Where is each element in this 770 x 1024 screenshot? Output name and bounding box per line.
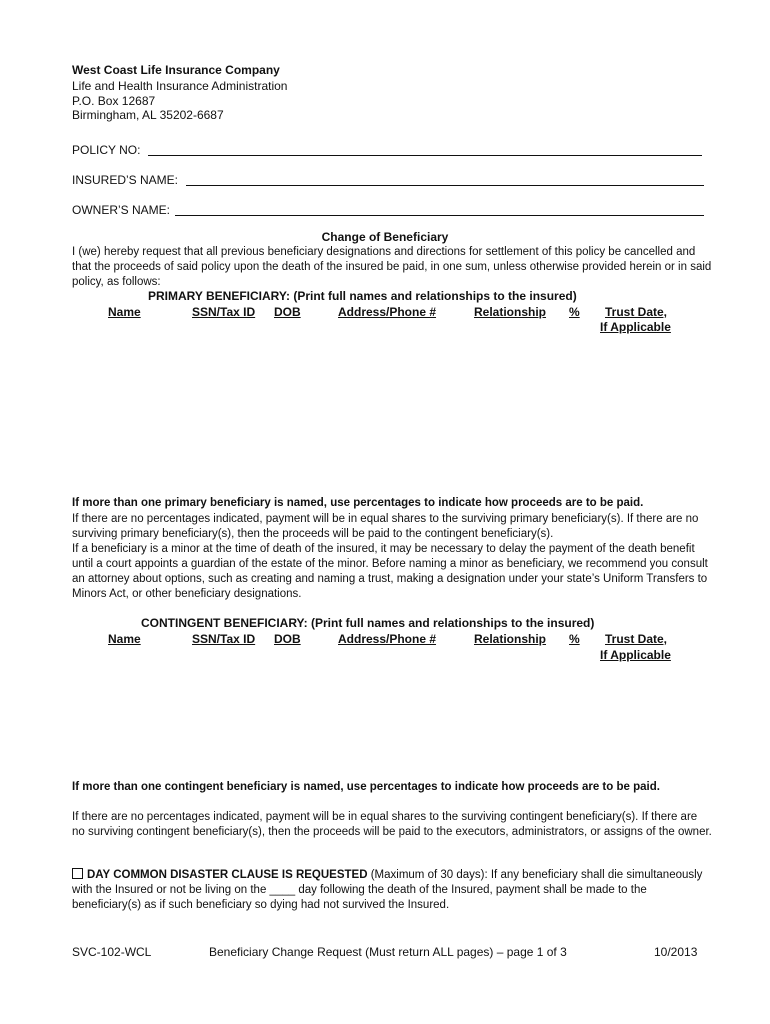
primary-heading: PRIMARY BENEFICIARY: (Print full names and relationships to the insured) [148, 289, 577, 303]
col-dob: DOB [274, 632, 301, 646]
col-relationship: Relationship [474, 632, 547, 646]
col-trust-date: Trust Date, [605, 305, 668, 319]
policy-no-label: POLICY NO: [72, 143, 141, 157]
company-name: West Coast Life Insurance Company [72, 63, 280, 77]
col-name: Name [108, 632, 141, 646]
primary-note-bold: If more than one primary beneficiary is named, use percentages to indicate how proceeds are to be paid. [72, 497, 644, 509]
col-trust-date: Trust Date, [605, 632, 668, 646]
contingent-note-bold: If more than one contingent beneficiary is named, use percentages to indicate how proceeds are to be paid. [72, 781, 660, 793]
col-name: Name [108, 305, 141, 319]
primary-entry-area[interactable] [72, 338, 712, 488]
col-ssn: SSN/Tax ID [192, 632, 256, 646]
insured-name-label: INSURED’S NAME: [72, 173, 179, 187]
disaster-text-b: day following the death of the Insured, payment shall be made to the beneficiary(s) as if such beneficiary so dying had not survived the Insured. [72, 884, 647, 911]
owner-name-field [72, 203, 170, 217]
col-relationship: Relationship [474, 305, 547, 319]
col-if-applicable: If Applicable [600, 648, 671, 662]
company-city: Birmingham, AL 35202-6687 [72, 108, 224, 122]
owner-name-label: OWNER’S NAME: [72, 203, 171, 217]
disaster-clause-title: DAY COMMON DISASTER CLAUSE IS REQUESTED [87, 869, 368, 881]
disaster-days-blank[interactable]: ____ [269, 884, 296, 896]
col-address: Address/Phone # [338, 632, 437, 646]
insured-name-field [72, 173, 178, 187]
contingent-heading: CONTINGENT BENEFICIARY: (Print full names and relationships to the insured) [141, 616, 595, 630]
col-percent: % [569, 305, 580, 319]
disaster-checkbox[interactable] [72, 868, 83, 879]
contingent-note-equal-shares: If there are no percentages indicated, payment will be in equal shares to the surviving contingent beneficiary(s). If there are no surviving contingent beneficiary(s), then the proceeds will be paid to the executors, administrators, or assigns of the owner. [72, 811, 712, 838]
col-percent: % [569, 632, 580, 646]
policy-no-input[interactable] [148, 155, 702, 156]
col-address: Address/Phone # [338, 305, 437, 319]
insured-name-input[interactable] [186, 185, 704, 186]
company-dept: Life and Health Insurance Administration [72, 79, 288, 93]
col-dob: DOB [274, 305, 301, 319]
disaster-text-a: (Maximum of 30 days): If any beneficiary shall die simultaneously with the Insured or not be living on the [72, 869, 703, 896]
company-po-box: P.O. Box 12687 [72, 94, 156, 108]
col-if-applicable: If Applicable [600, 320, 671, 334]
page-title: Change of Beneficiary [321, 230, 449, 244]
policy-no-field [72, 143, 140, 157]
owner-name-input[interactable] [175, 215, 704, 216]
contingent-entry-area[interactable] [72, 666, 712, 776]
col-ssn: SSN/Tax ID [192, 305, 256, 319]
intro-paragraph: I (we) hereby request that all previous beneficiary designations and directions for settlement of this policy be cancelled and that the proceeds of said policy upon the death of the insured be paid, in one sum, unless otherwise provided herein or in said policy, as follows: [72, 246, 712, 288]
primary-note-minor: If a beneficiary is a minor at the time of death of the insured, it may be necessary to delay the payment of the death benefit until a court appoints a guardian of the estate of the minor. Before naming a minor as beneficiary, we recommend you consult an attorney about options, such as creating and naming a trust, making a designation under your state’s Uniform Transfers to Minors Act, or other beneficiary designations. [72, 543, 708, 600]
footer-form-id: SVC-102-WCL [72, 945, 152, 959]
footer-date: 10/2013 [654, 945, 698, 959]
disaster-clause [72, 868, 712, 913]
footer-title: Beneficiary Change Request (Must return ALL pages) – page 1 of 3 [209, 945, 567, 959]
primary-note-equal-shares: If there are no percentages indicated, payment will be in equal shares to the surviving primary beneficiary(s). If there are no surviving primary beneficiary(s), then the proceeds will be paid to the contingent beneficiary(s). [72, 513, 699, 540]
